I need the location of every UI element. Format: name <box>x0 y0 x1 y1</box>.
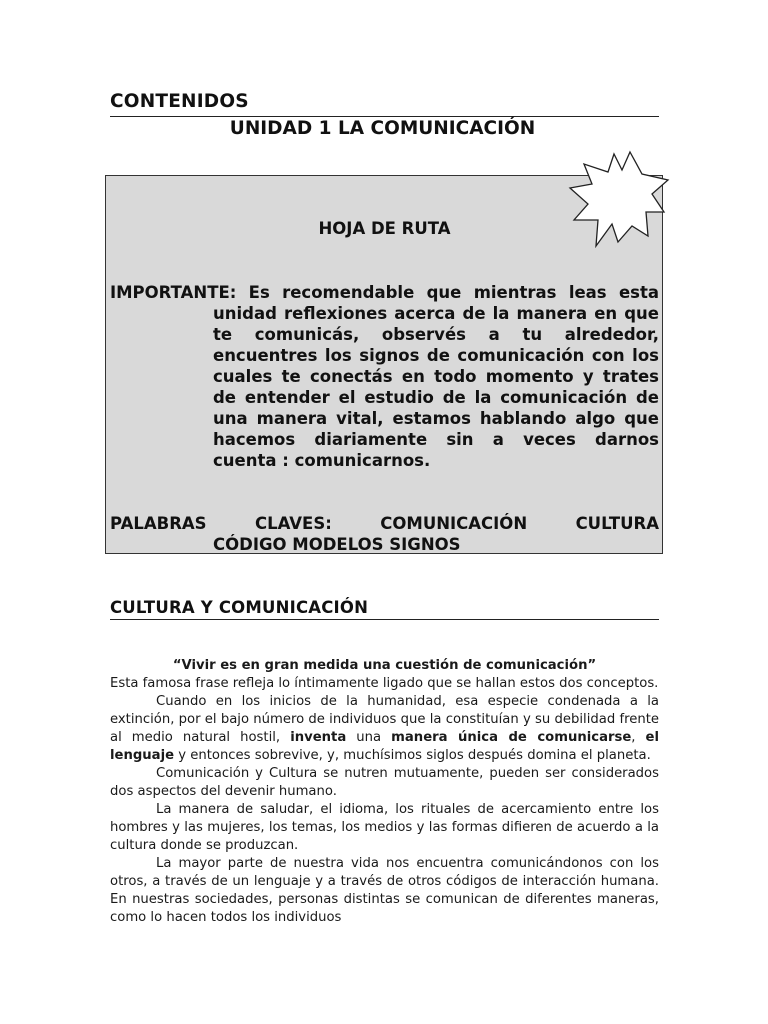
paragraph-3: Comunicación y Cultura se nutren mutuamente, pueden ser considerados dos aspectos del devenir humano. <box>110 766 659 799</box>
paragraph-4: La manera de saludar, el idioma, los rituales de acercamiento entre los hombres y las mujeres, los temas, los medios y las formas difieren de acuerdo a la cultura donde se produzcan. <box>110 802 659 853</box>
unit-title: UNIDAD 1 LA COMUNICACIÓN <box>229 118 536 139</box>
paragraph-5: La mayor parte de nuestra vida nos encuentra comunicándonos con los otros, a través de un lenguaje y a través de otros códigos de interacción humana. En nuestras sociedades, personas distintas se comunican de diferentes maneras, como lo hacen todos los individuos <box>110 856 659 925</box>
roadmap-title: HOJA DE RUTA <box>318 219 451 238</box>
keywords-line1: PALABRAS CLAVES: COMUNICACIÓN CULTURA <box>110 514 659 533</box>
paragraph-2: Cuando en los inicios de la humanidad, esa especie condenada a la extinción, por el bajo número de individuos que la constituían y su debilidad frente al medio natural hostil, inventa una manera única de comunicarse, el lenguaje y entonces sobrevive, y, muchísimos siglos después domina el planeta. <box>110 694 659 763</box>
section-title: CULTURA Y COMUNICACIÓN <box>110 598 369 617</box>
paragraph-1: Esta famosa frase refleja lo íntimamente ligado que se hallan estos dos conceptos. <box>110 676 659 691</box>
important-label: IMPORTANTE: <box>110 283 237 302</box>
important-text: Es recomendable que mientras leas esta unidad reflexiones acerca de la manera en que te comunicás, observés a tu alrededor, encuentres los signos de comunicación con los cuales te conectás en todo momento y trates de entender el estudio de la comunicación de una manera vital, estamos hablando algo que hacemos diariamente sin a veces darnos cuenta : comunicarnos. <box>213 283 659 470</box>
important-note <box>110 282 659 471</box>
keywords <box>110 513 659 555</box>
section-body <box>110 657 659 927</box>
contents-title: CONTENIDOS <box>110 91 249 112</box>
contents-rule <box>110 116 659 117</box>
keywords-line2: CÓDIGO MODELOS SIGNOS <box>213 535 461 554</box>
quote: “Vivir es en gran medida una cuestión de comunicación” <box>172 658 597 673</box>
section-rule <box>110 619 659 620</box>
